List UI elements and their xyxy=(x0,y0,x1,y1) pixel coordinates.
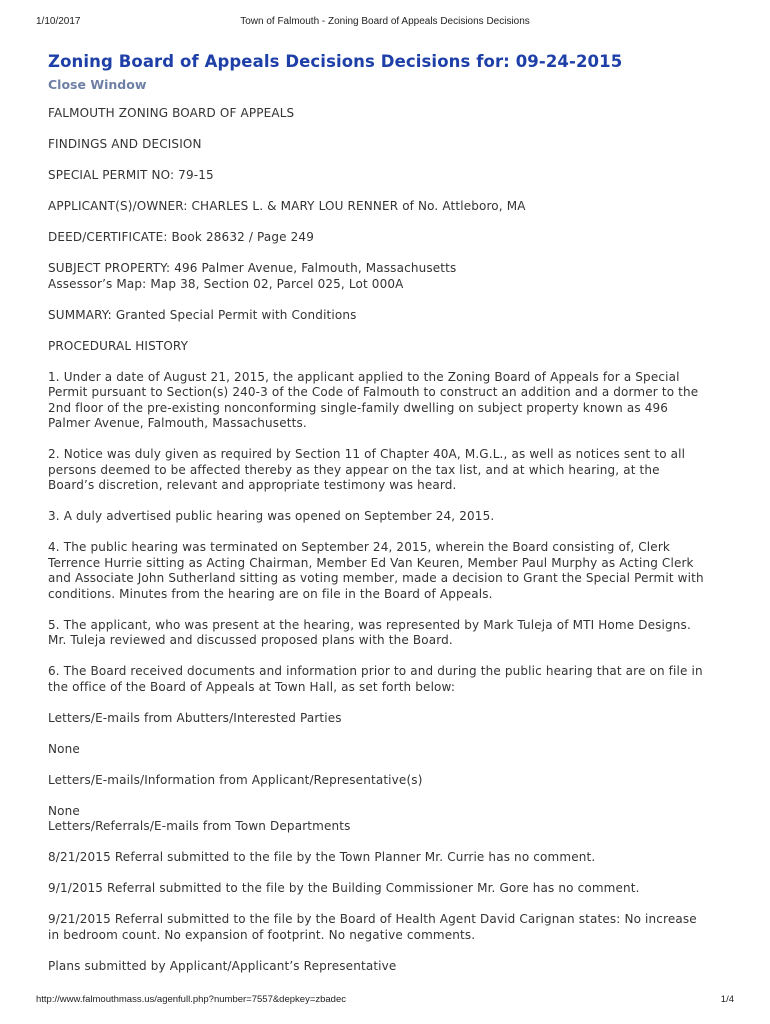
decision-body xyxy=(48,106,728,974)
decision-paragraph xyxy=(48,773,728,789)
decision-paragraph xyxy=(48,959,728,975)
paragraph-line: Terrence Hurrie sitting as Acting Chairman, Member Ed Van Keuren, Member Paul Murphy as Acting Clerk xyxy=(48,555,694,570)
page-title: Zoning Board of Appeals Decisions Decisions for: 09-24-2015 xyxy=(48,52,623,71)
paragraph-line: None xyxy=(48,741,80,756)
decision-paragraph xyxy=(48,540,728,602)
decision-paragraph xyxy=(48,261,728,292)
paragraph-line: and Associate John Sutherland sitting as voting member, made a decision to Grant the Special Permit with xyxy=(48,571,704,585)
paragraph-line: FINDINGS AND DECISION xyxy=(48,137,202,151)
decision-paragraph xyxy=(48,742,728,758)
close-window-link[interactable]: Close Window xyxy=(48,77,147,92)
paragraph-line: None xyxy=(48,803,80,818)
paragraph-line: 5. The applicant, who was present at the hearing, was represented by Mark Tuleja of MTI Home Designs. xyxy=(48,617,691,632)
paragraph-line: DEED/CERTIFICATE: Book 28632 / Page 249 xyxy=(48,230,314,244)
decision-paragraph xyxy=(48,618,728,649)
decision-paragraph xyxy=(48,711,728,727)
decision-paragraph xyxy=(48,912,728,943)
decision-paragraph xyxy=(48,509,728,525)
main-content xyxy=(48,50,728,990)
decision-paragraph xyxy=(48,804,728,835)
paragraph-line: 2nd floor of the pre-existing nonconforming single-family dwelling on subject property known as 496 xyxy=(48,400,669,415)
paragraph-line: Assessor’s Map: Map 38, Section 02, Parcel 025, Lot 000A xyxy=(48,276,404,291)
decision-paragraph xyxy=(48,664,728,695)
paragraph-line: Palmer Avenue, Falmouth, Massachusetts. xyxy=(48,416,307,430)
print-header xyxy=(36,16,734,30)
paragraph-line: 9/21/2015 Referral submitted to the file by the Board of Health Agent David Carignan states: No increase xyxy=(48,912,697,926)
paragraph-line: SUMMARY: Granted Special Permit with Conditions xyxy=(48,307,357,322)
decision-paragraph xyxy=(48,199,728,215)
print-url: http://www.falmouthmass.us/agenfull.php?number=7557&depkey=zbadec xyxy=(36,994,347,1005)
paragraph-line: FALMOUTH ZONING BOARD OF APPEALS xyxy=(48,106,295,120)
paragraph-line: SPECIAL PERMIT NO: 79-15 xyxy=(48,168,214,182)
paragraph-line: Permit pursuant to Section(s) 240-3 of the Code of Falmouth to construct an addition and a dormer to the xyxy=(48,385,699,399)
paragraph-line: conditions. Minutes from the hearing are on file in the Board of Appeals. xyxy=(48,586,493,601)
paragraph-line: 8/21/2015 Referral submitted to the file by the Town Planner Mr. Currie has no comment. xyxy=(48,850,596,864)
paragraph-line: persons deemed to be affected thereby as they appear on the tax list, and at which hearing, at the xyxy=(48,462,660,477)
decision-paragraph xyxy=(48,447,728,494)
paragraph-line: Board’s discretion, relevant and appropriate testimony was heard. xyxy=(48,478,457,492)
print-document-title: Town of Falmouth - Zoning Board of Appeals Decisions Decisions xyxy=(240,16,530,27)
paragraph-line: APPLICANT(S)/OWNER: CHARLES L. & MARY LOU RENNER of No. Attleboro, MA xyxy=(48,199,526,213)
decision-paragraph xyxy=(48,168,728,184)
paragraph-line: 2. Notice was duly given as required by Section 11 of Chapter 40A, M.G.L., as well as notices sent to all xyxy=(48,447,686,461)
paragraph-line: Letters/Referrals/E-mails from Town Departments xyxy=(48,819,351,833)
decision-paragraph xyxy=(48,850,728,866)
decision-paragraph xyxy=(48,339,728,355)
paragraph-line: PROCEDURAL HISTORY xyxy=(48,338,189,353)
decision-paragraph xyxy=(48,230,728,246)
paragraph-line: Letters/E-mails/Information from Applicant/Representative(s) xyxy=(48,772,423,787)
paragraph-line: 4. The public hearing was terminated on September 24, 2015, wherein the Board consisting of, Clerk xyxy=(48,540,671,554)
paragraph-line: in bedroom count. No expansion of footprint. No negative comments. xyxy=(48,927,476,942)
decision-paragraph xyxy=(48,881,728,897)
decision-paragraph xyxy=(48,137,728,153)
decision-paragraph xyxy=(48,106,728,122)
paragraph-line: 6. The Board received documents and information prior to and during the public hearing that are on file in xyxy=(48,664,703,678)
paragraph-line: the office of the Board of Appeals at Town Hall, as set forth below: xyxy=(48,679,456,694)
paragraph-line: 3. A duly advertised public hearing was opened on September 24, 2015. xyxy=(48,509,495,523)
page-number: 1/4 xyxy=(720,994,734,1005)
print-date: 1/10/2017 xyxy=(36,16,81,27)
paragraph-line: 9/1/2015 Referral submitted to the file by the Building Commissioner Mr. Gore has no comment. xyxy=(48,881,640,895)
paragraph-line: Mr. Tuleja reviewed and discussed proposed plans with the Board. xyxy=(48,633,453,647)
decision-paragraph xyxy=(48,308,728,324)
paragraph-line: Letters/E-mails from Abutters/Interested Parties xyxy=(48,710,342,725)
paragraph-line: Plans submitted by Applicant/Applicant’s Representative xyxy=(48,958,397,973)
paragraph-line: 1. Under a date of August 21, 2015, the applicant applied to the Zoning Board of Appeals for a Special xyxy=(48,369,680,384)
decision-paragraph xyxy=(48,370,728,432)
paragraph-line: SUBJECT PROPERTY: 496 Palmer Avenue, Falmouth, Massachusetts xyxy=(48,261,457,275)
print-footer xyxy=(36,994,734,1008)
